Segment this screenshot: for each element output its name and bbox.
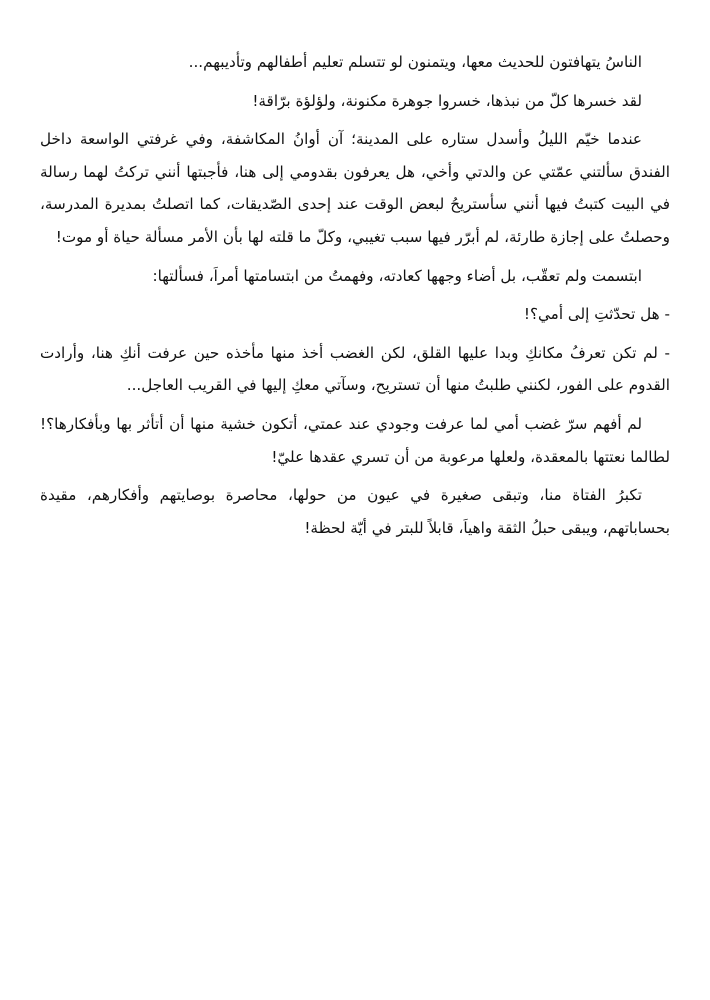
paragraph-2: لقد خسرها كلّ من نبذها، خسروا جوهرة مكنونة، ولؤلؤة برّاقة! [252,91,642,110]
document-page [40,46,670,550]
paragraph-7: لم أفهم سرّ غضب أمي لما عرفت وجودي عند عمتي، أتكون خشية منها أن أتأثر بها وبأفكارها؟! لطالما نعتتها بالمعقدة، ولعلها مرعوبة من أن تسري عقدها عليّ! [40,414,670,466]
paragraph-1: الناسُ يتهافتون للحديث معها، ويتمنون لو تتسلم تعليم أطفالهم وتأديبهم... [188,53,642,71]
paragraph-8: تكبرُ الفتاة منا، وتبقى صغيرة في عيون من حولها، محاصرة بوصايتهم وأفكارهم، مقيدة بحساباتهم، ويبقى حبلُ الثقة واهياَ، قابلاً للبتر في أيّة لحظة! [40,486,670,537]
dialogue-line-1: - هل تحدّثتِ إلى أمي؟! [523,305,670,324]
dialogue-line-2: - لم تكن تعرفُ مكانكِ وبدا عليها القلق، لكن الغضب أخذ منها مأخذه حين عرفت أنكِ هنا، وأرادت القدوم على الفور، لكنني طلبتُ منها أن تستريح، وسآتي معكِ إليها في القريب العاجل... [40,343,670,395]
paragraph-4: ابتسمت ولم تعقّب، بل أضاء وجهها كعادته، وفهمتُ من ابتسامتها أمراَ، فسألتها: [152,266,642,285]
paragraph-3: عندما خيّم الليلُ وأسدل ستاره على المدينة؛ آن أوانُ المكاشفة، وفي غرفتي الواسعة داخل الفندق سألتني عمّتي عن والدتي وأخي، هل يعرفون بقدومي إلى هنا، فأجبتها أنني تركتُ لهما رسالة في البيت كتبتُ فيها أنني سأستريحُ لبعض الوقت عند إحدى الصّديقات، كما اتصلتُ بمديرة المدرسة، وحصلتُ على إجازة طارئة، لم أبرّر فيها سبب تغيبي، وكلّ ما قلته لها بأن الأمر مسألة حياة أو موت! [40,130,670,246]
